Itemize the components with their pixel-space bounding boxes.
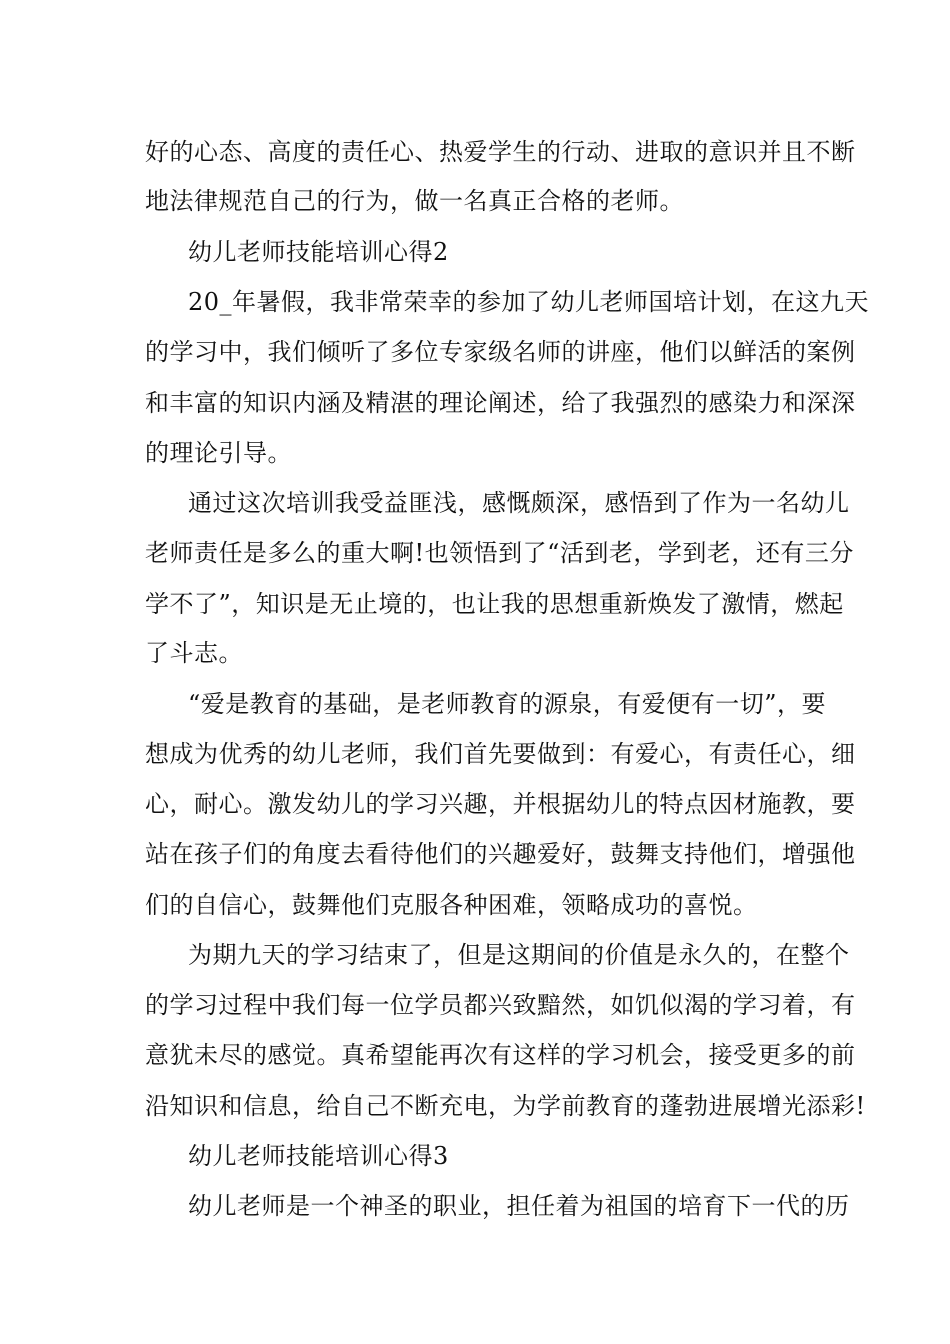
text-line: 沿知识和信息，给自己不断充电，为学前教育的蓬勃进展增光添彩!	[145, 1092, 866, 1120]
text-line: 们的自信心，鼓舞他们克服各种困难，领略成功的喜悦。	[145, 891, 758, 919]
text-line: 心，耐心。激发幼儿的学习兴趣，并根据幼儿的特点因材施教，要	[145, 790, 856, 818]
text-line: 为期九天的学习结束了，但是这期间的价值是永久的，在整个	[188, 941, 850, 969]
text-line: 站在孩子们的角度去看待他们的兴趣爱好，鼓舞支持他们，增强他	[145, 840, 856, 868]
text-line: 幼儿老师是一个神圣的职业，担任着为祖国的培育下一代的历	[188, 1192, 850, 1220]
section-heading: 幼儿老师技能培训心得3	[188, 1142, 449, 1170]
text-line: 学不了”，知识是无止境的，也让我的思想重新焕发了激情，燃起	[145, 590, 844, 618]
text-line: 地法律规范自己的行为，做一名真正合格的老师。	[145, 187, 684, 215]
text-line: “爱是教育的基础，是老师教育的源泉，有爱便有一切”，要	[188, 690, 827, 718]
text-line: 通过这次培训我受益匪浅，感慨颇深，感悟到了作为一名幼儿	[188, 489, 850, 517]
text-line: 了斗志。	[145, 639, 243, 667]
section-heading: 幼儿老师技能培训心得2	[188, 238, 449, 266]
text-line: 的理论引导。	[145, 439, 292, 467]
text-line: 好的心态、高度的责任心、热爱学生的行动、进取的意识并且不断	[145, 138, 856, 166]
text-line: 意犹未尽的感觉。真希望能再次有这样的学习机会，接受更多的前	[145, 1041, 856, 1069]
text-line: 想成为优秀的幼儿老师，我们首先要做到：有爱心，有责任心，细	[145, 740, 856, 768]
text-line: 老师责任是多么的重大啊!也领悟到了“活到老，学到老，还有三分	[145, 539, 854, 567]
text-line: 和丰富的知识内涵及精湛的理论阐述，给了我强烈的感染力和深深	[145, 389, 856, 417]
text-line: 的学习过程中我们每一位学员都兴致黯然，如饥似渴的学习着，有	[145, 991, 856, 1019]
text-line: 20_年暑假，我非常荣幸的参加了幼儿老师国培计划，在这九天	[188, 288, 870, 316]
text-line: 的学习中，我们倾听了多位专家级名师的讲座，他们以鲜活的案例	[145, 338, 856, 366]
